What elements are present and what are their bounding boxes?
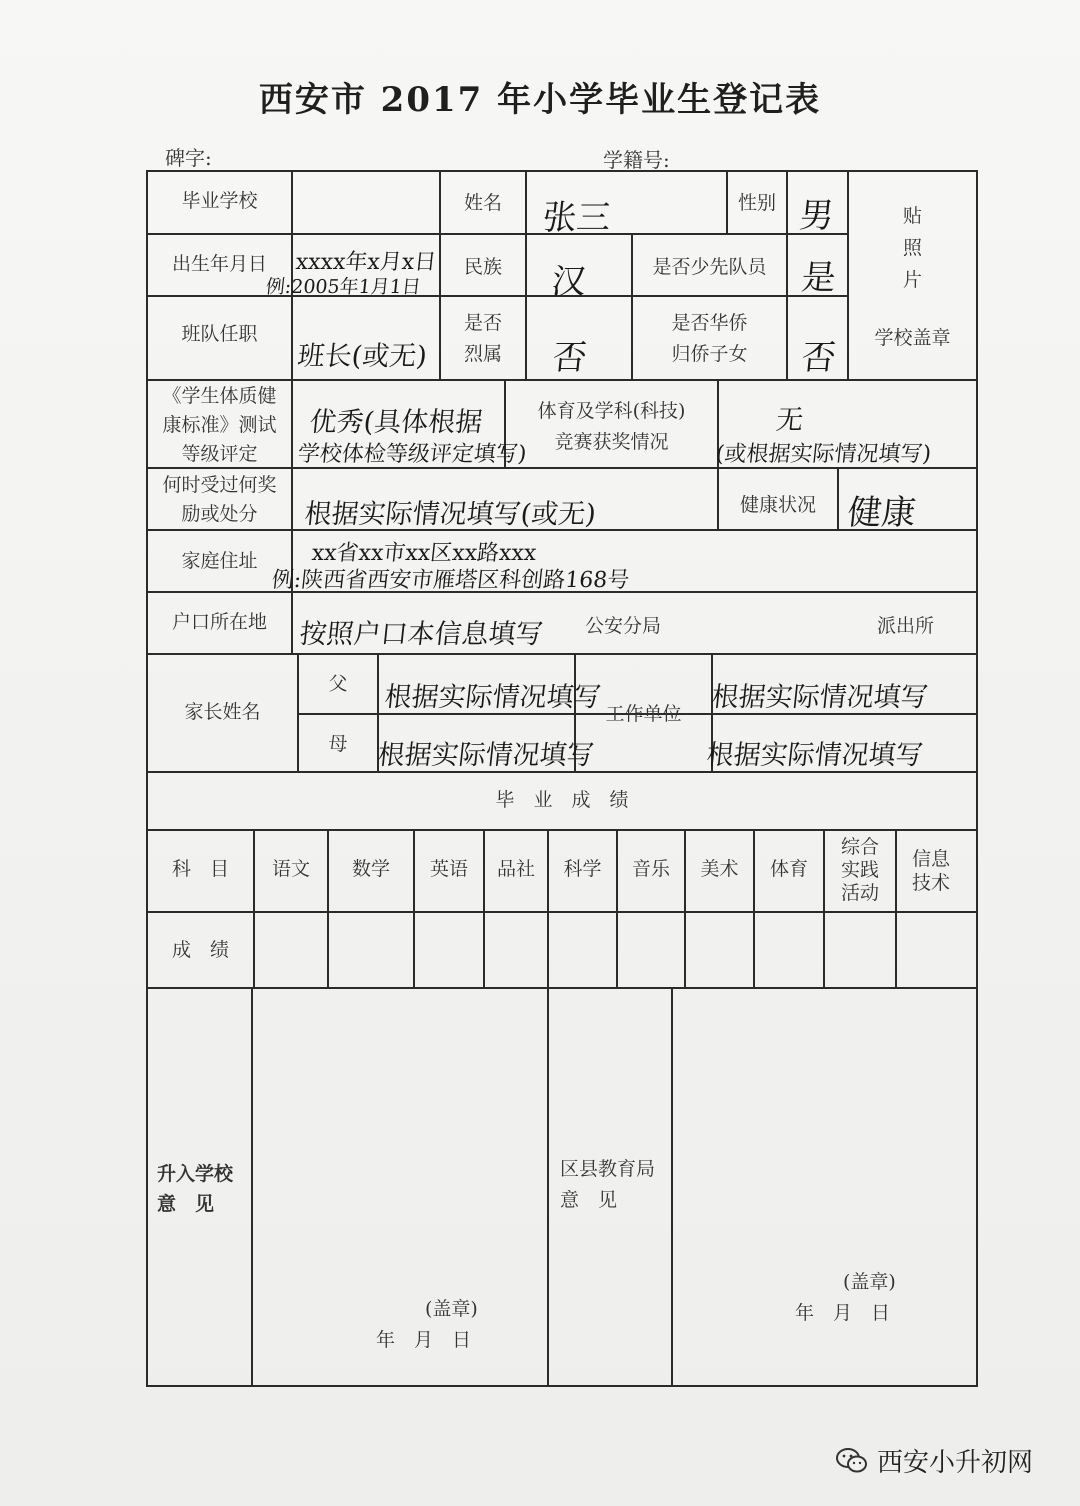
father-work-value: 根据实际情况填写 [710, 682, 930, 713]
reward-label-line2: 励或处分 [181, 503, 258, 525]
class-role-label: 班队任职 [181, 323, 258, 345]
reward-label-line1: 何时受过何奖 [162, 474, 277, 496]
subject-chinese: 语文 [271, 858, 310, 880]
name-label: 姓名 [463, 192, 502, 214]
school-stamp-label: 学校盖章 [874, 327, 951, 349]
name-value: 张三 [540, 198, 613, 238]
gender-value: 男 [797, 196, 836, 236]
overseas-value: 否 [799, 338, 838, 378]
wechat-icon [835, 1447, 869, 1475]
grades-section-title: 毕 业 成 绩 [495, 789, 629, 811]
health-standard-label [147, 380, 292, 469]
overseas-label-2: 归侨子女 [671, 343, 748, 365]
health-standard-value-line1: 优秀(具体根据 [308, 407, 484, 438]
photo-box [848, 200, 977, 296]
martyr-label-1: 是否 [463, 312, 502, 334]
birth-value-example: 例:2005年1月1日 [264, 276, 422, 298]
address-value-format: xx省xx市xx区xx路xxx [310, 541, 538, 566]
photo-char-1: 贴 [902, 205, 922, 227]
subject-science: 科学 [563, 858, 602, 880]
subject-social: 品社 [496, 858, 535, 880]
bureau-opinion-label-line1: 区县教育局 [560, 1158, 656, 1180]
header-left-label: 碑字: [165, 146, 212, 170]
address-value-example: 例:陕西省西安市雁塔区科创路168号 [270, 568, 631, 593]
bureau-stamp-text: (盖章) [843, 1271, 896, 1293]
martyr-label-2: 烈属 [463, 343, 502, 365]
police-branch-label: 公安分局 [585, 615, 662, 637]
hukou-value: 按照户口本信息填写 [298, 619, 545, 650]
score-header: 成 绩 [171, 939, 229, 961]
class-role-value: 班长(或无) [296, 341, 429, 372]
father-name-value: 根据实际情况填写 [383, 682, 603, 713]
subject-art: 美术 [700, 858, 739, 880]
form-title: 西安市 2017 年小学毕业生登记表 [258, 80, 822, 120]
photo-char-2: 照 [902, 237, 922, 259]
work-unit-label: 工作单位 [605, 703, 682, 725]
subject-pe: 体育 [769, 858, 808, 880]
birth-label: 出生年月日 [171, 253, 267, 275]
photo-char-3: 片 [902, 269, 922, 291]
school-opinion-label-line1: 升入学校 [157, 1163, 234, 1185]
ethnic-label: 民族 [463, 256, 502, 278]
martyr-value: 否 [550, 338, 589, 378]
health-standard-label-line1: 《学生体质健 [162, 385, 277, 407]
awards-value-line1: 无 [774, 405, 805, 436]
health-standard-value-line2: 学校体检等级评定填写) [296, 442, 528, 467]
gender-label: 性别 [737, 192, 776, 214]
pioneer-label: 是否少先队员 [652, 256, 767, 278]
subject-header: 科 目 [171, 858, 229, 880]
awards-value-line2: (或根据实际情况填写) [714, 442, 933, 467]
overseas-label-1: 是否华侨 [671, 312, 748, 334]
subject-english: 英语 [429, 858, 468, 880]
parent-name-label: 家长姓名 [184, 701, 261, 723]
bureau-opinion-label-line2: 意 见 [560, 1189, 618, 1211]
police-station-label: 派出所 [877, 615, 935, 637]
health-status-label: 健康状况 [739, 494, 816, 516]
address-label: 家庭住址 [181, 550, 258, 572]
awards-label-line2: 竞赛获奖情况 [554, 431, 669, 453]
student-id-label: 学籍号: [603, 148, 670, 172]
pioneer-value: 是 [799, 258, 838, 298]
school-date-text: 年 月 日 [376, 1329, 472, 1351]
mother-name-value: 根据实际情况填写 [376, 740, 596, 771]
school-label: 毕业学校 [181, 190, 258, 212]
watermark-text: 西安小升初网 [877, 1448, 1034, 1478]
awards-label-line1: 体育及学科(科技) [537, 400, 686, 422]
father-label: 父 [328, 673, 348, 695]
ethnic-value: 汉 [549, 262, 588, 302]
bureau-date-text: 年 月 日 [795, 1302, 891, 1324]
reward-value: 根据实际情况填写(或无) [303, 499, 598, 530]
subject-it: 信息技术 [911, 848, 950, 894]
watermark [835, 1442, 1033, 1479]
subject-music: 音乐 [631, 858, 670, 880]
school-opinion-label-line2: 意 见 [157, 1193, 215, 1215]
hukou-label: 户口所在地 [171, 611, 267, 633]
mother-work-value: 根据实际情况填写 [705, 740, 925, 771]
school-stamp-text: (盖章) [425, 1298, 478, 1320]
subject-math: 数学 [351, 858, 390, 880]
mother-label: 母 [328, 733, 348, 755]
birth-value-format: xxxx年x月x日 [294, 250, 438, 275]
subject-practice: 综合实践活动 [840, 836, 879, 904]
health-standard-label-line3: 等级评定 [181, 443, 258, 465]
health-status-value: 健康 [845, 493, 918, 533]
health-standard-label-line2: 康标准》测试 [162, 414, 277, 436]
